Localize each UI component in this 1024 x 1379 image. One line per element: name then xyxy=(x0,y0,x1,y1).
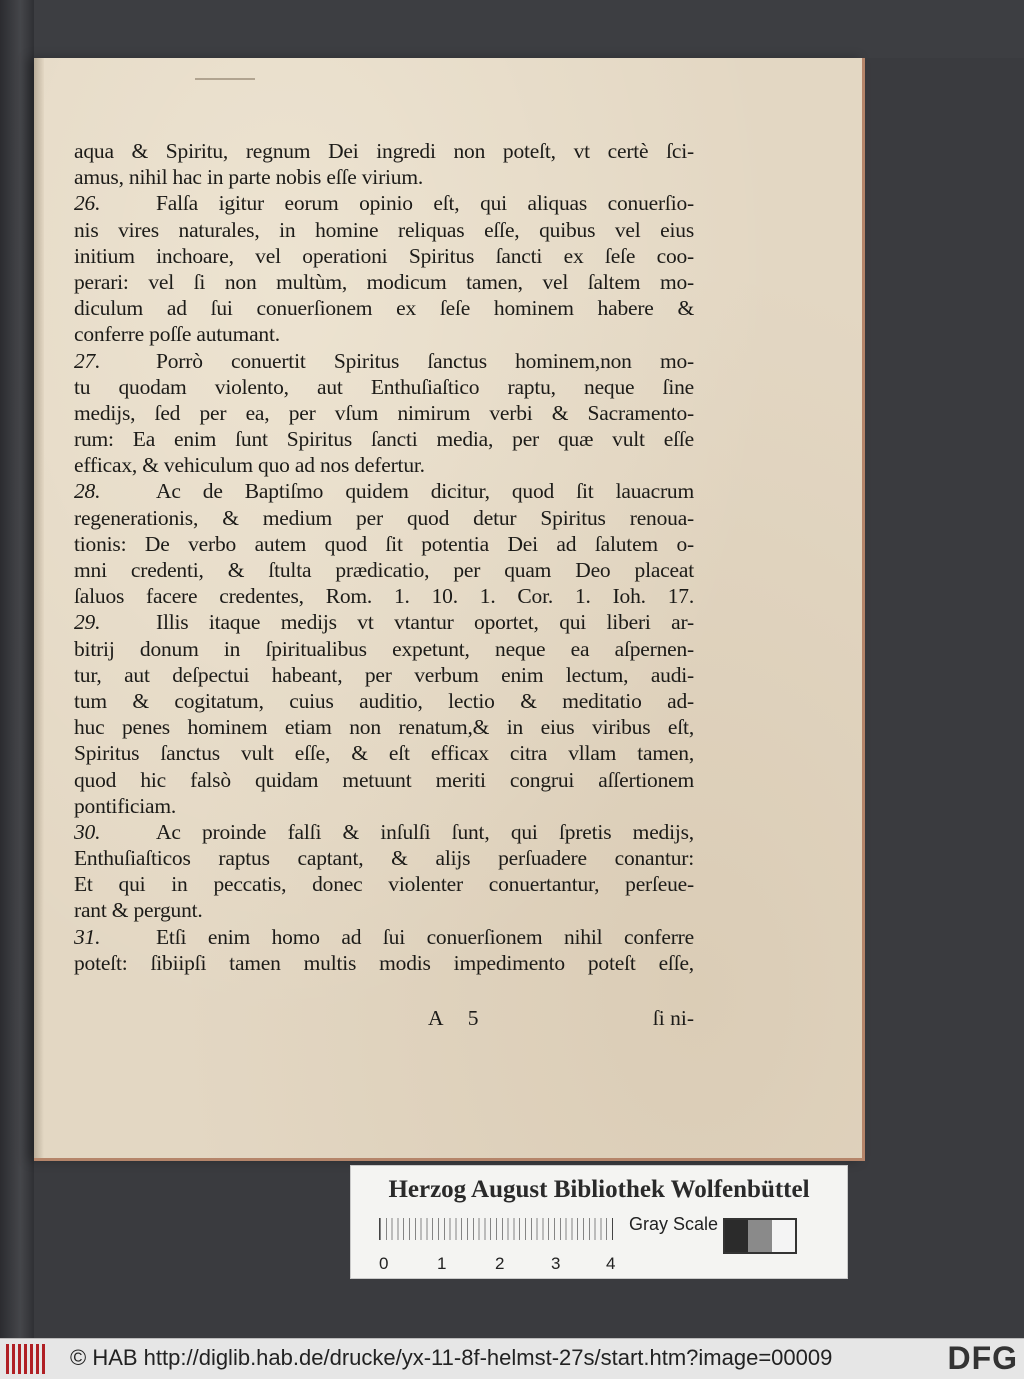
line-text: tum & cogitatum, cuius auditio, lectio & meditatio ad- xyxy=(74,688,694,713)
line-text: initium inchoare, vel operationi Spiritus ſancti ex ſeſe coo- xyxy=(74,243,694,268)
text-line xyxy=(74,688,694,714)
ruler-label-2: 2 xyxy=(495,1254,505,1273)
text-line xyxy=(74,400,694,426)
paragraph-number: 29. xyxy=(74,610,101,635)
line-text: tur, aut deſpectui habeant, per verbum enim lectum, audi- xyxy=(74,662,694,687)
line-text: Illis itaque medijs vt vtantur oportet, qui liberi ar- xyxy=(156,610,694,635)
gray-scale-label: Gray Scale xyxy=(629,1214,719,1234)
text-line xyxy=(74,269,694,295)
scan-background-top xyxy=(0,0,1024,58)
text-line xyxy=(74,478,694,504)
text-line xyxy=(74,217,694,243)
text-line xyxy=(74,819,694,845)
text-line xyxy=(74,164,694,190)
gray-scale-swatches xyxy=(723,1218,797,1254)
line-text: mni credenti, & ſtulta prædicatio, per quam Deo placeat xyxy=(74,558,694,582)
text-line xyxy=(74,767,694,793)
text-line xyxy=(74,871,694,897)
line-text: bitrij donum in ſpiritualibus expetunt, neque ea aſpernen- xyxy=(74,636,694,661)
text-line xyxy=(74,950,694,976)
page-body-text xyxy=(74,138,694,976)
text-line xyxy=(74,374,694,400)
ruler-label-1: 1 xyxy=(437,1254,447,1273)
ruler xyxy=(379,1218,613,1240)
dfg-logo: DFG xyxy=(947,1340,1018,1376)
text-line xyxy=(74,793,694,819)
line-text: aqua & Spiritu, regnum Dei ingredi non poteſt, vt certè ſci- xyxy=(74,139,694,163)
line-text: perari: vel ſi non multùm, modicum tamen, vel ſaltem mo- xyxy=(74,269,694,294)
viewer-status-bar xyxy=(0,1338,1024,1379)
line-text: Ac de Baptiſmo quidem dicitur, quod ſit lauacrum xyxy=(156,479,694,504)
line-text: Falſa igitur eorum opinio eſt, qui aliquas conuerſio- xyxy=(156,191,694,216)
line-text: Etſi enim homo ad ſui conuerſionem nihil conferre xyxy=(156,924,694,949)
ink-rule-mark xyxy=(195,78,255,80)
text-line xyxy=(74,505,694,531)
text-line xyxy=(74,452,694,478)
text-line xyxy=(74,295,694,321)
text-line xyxy=(74,897,694,923)
text-line xyxy=(74,714,694,740)
ruler-label-0: 0 xyxy=(379,1254,389,1273)
text-line xyxy=(74,190,694,216)
line-text: medijs, ſed per ea, per vſum nimirum verbi & Sacramento- xyxy=(74,400,694,425)
ruler-label-4: 4 xyxy=(606,1254,616,1273)
catchword: ſi ni- xyxy=(652,1006,694,1030)
line-text: Ac proinde falſi & inſulſi ſunt, qui ſpretis medijs, xyxy=(156,819,694,844)
line-text: diculum ad ſui conuerſionem ex ſeſe hominem habere & xyxy=(74,296,694,321)
gray-swatch-dark xyxy=(725,1220,748,1252)
text-line xyxy=(74,636,694,662)
line-text: amus, nihil hac in parte nobis eſſe virium. xyxy=(74,165,424,190)
signature-mark: A 5 xyxy=(428,1006,489,1030)
paragraph-number: 28. xyxy=(74,479,101,504)
gray-swatch-mid xyxy=(748,1220,771,1252)
line-text: Et qui in peccatis, donec violenter conuertantur, perſeue- xyxy=(74,872,694,897)
line-text: regenerationis, & medium per quod detur Spiritus renoua- xyxy=(74,505,694,530)
ruler-ticks xyxy=(380,1218,612,1240)
line-text: quod hic falsò quidam metuunt meriti congrui aſſertionem xyxy=(74,767,694,792)
line-text: tionis: De verbo autem quod ſit potentia Dei ad ſalutem o- xyxy=(74,531,694,556)
text-line xyxy=(74,243,694,269)
line-text: poteſt: ſibiipſi tamen multis modis impedimento poteſt eſſe, xyxy=(74,950,694,975)
line-text: efficax, & vehiculum quo ad nos defertur. xyxy=(74,453,425,478)
ruler-label-3: 3 xyxy=(551,1254,561,1273)
library-title: Herzog August Bibliothek Wolfenbüttel xyxy=(388,1176,810,1203)
text-line xyxy=(74,662,694,688)
scan-background-left xyxy=(0,0,34,1338)
text-line xyxy=(74,924,694,950)
color-scale-card xyxy=(350,1165,848,1279)
line-text: Porrò conuertit Spiritus ſanctus hominem,non mo- xyxy=(156,348,694,373)
line-text: rant & pergunt. xyxy=(74,898,203,923)
paragraph-number: 26. xyxy=(74,191,101,216)
text-line xyxy=(74,609,694,635)
text-line xyxy=(74,557,694,583)
line-text: Enthuſiaſticos raptus captant, & alijs perſuadere conantur: xyxy=(74,846,694,871)
line-text: rum: Ea enim ſunt Spiritus ſancti media, per quæ vult eſſe xyxy=(74,427,694,452)
line-text: nis vires naturales, in homine reliquas eſſe, quibus vel eius xyxy=(74,217,694,242)
paragraph-number: 31. xyxy=(74,924,101,949)
hab-logo-icon xyxy=(6,1344,48,1374)
text-line xyxy=(74,531,694,557)
text-line xyxy=(74,348,694,374)
text-line xyxy=(74,138,694,164)
text-line xyxy=(74,845,694,871)
line-text: tu quodam violento, aut Enthuſiaſtico raptu, neque ſine xyxy=(74,374,694,399)
line-text: huc penes hominem etiam non renatum,& in eius viribus eſt, xyxy=(74,715,694,740)
line-text: ſaluos facere credentes, Rom. 1. 10. 1. Cor. 1. Ioh. 17. xyxy=(74,584,694,609)
text-line xyxy=(74,583,694,609)
text-line xyxy=(74,740,694,766)
paragraph-number: 30. xyxy=(74,819,101,844)
paragraph-number: 27. xyxy=(74,348,101,373)
page-gutter-shadow xyxy=(34,58,44,1158)
page-footer xyxy=(74,1006,694,1034)
line-text: conferre poſſe autumant. xyxy=(74,322,280,347)
source-url-text[interactable]: © HAB http://diglib.hab.de/drucke/yx-11-8f-helmst-27s/start.htm?image=00009 xyxy=(70,1345,833,1370)
text-line xyxy=(74,426,694,452)
line-text: pontificiam. xyxy=(74,793,177,818)
gray-swatch-light xyxy=(772,1220,795,1252)
text-line xyxy=(74,321,694,347)
line-text: Spiritus ſanctus vult eſſe, & eſt efficax citra vllam tamen, xyxy=(74,741,694,766)
